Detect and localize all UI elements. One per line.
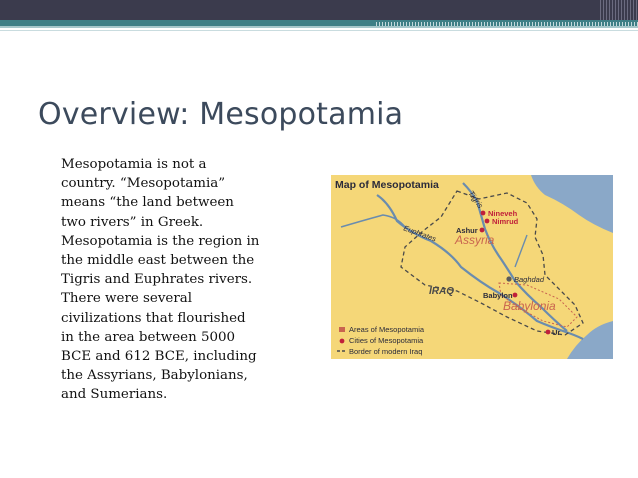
thin-stripe bbox=[0, 26, 638, 28]
ur-marker bbox=[546, 330, 551, 335]
legend-area-swatch bbox=[339, 327, 345, 332]
iraq-label: IRAQ bbox=[429, 286, 454, 297]
body-line: means “the land between bbox=[61, 195, 234, 211]
body-line: the Assyrians, Babylonians, bbox=[61, 368, 248, 384]
babylon-marker bbox=[513, 293, 518, 298]
body-line: two rivers” in Greek. bbox=[61, 214, 204, 230]
map-title: Map of Mesopotamia bbox=[335, 179, 439, 191]
baghdad-marker bbox=[506, 276, 511, 281]
body-line: Mesopotamia is the region in bbox=[61, 233, 260, 249]
body-line: BCE and 612 BCE, including bbox=[61, 348, 257, 364]
baghdad-label: Baghdad bbox=[514, 275, 545, 284]
body-line: civilizations that flourished bbox=[61, 310, 246, 326]
ashur-label: Ashur bbox=[456, 226, 478, 235]
top-banner bbox=[0, 0, 638, 20]
babylonia-label: Babylonia bbox=[503, 299, 556, 313]
nineveh-marker bbox=[481, 211, 486, 216]
mesopotamia-map bbox=[331, 175, 613, 359]
body-line: in the area between 5000 bbox=[61, 329, 236, 345]
slide-title: Overview: Mesopotamia bbox=[38, 97, 404, 132]
body-line: the middle east between the bbox=[61, 252, 255, 268]
stripe-texture bbox=[376, 22, 638, 42]
nimrud-marker bbox=[485, 219, 490, 224]
tigris-label: Tigris bbox=[466, 188, 485, 211]
body-line: and Sumerians. bbox=[61, 387, 168, 403]
body-line: country. “Mesopotamia” bbox=[61, 176, 226, 192]
ashur-marker bbox=[480, 228, 485, 233]
thin-stripe-2 bbox=[0, 30, 638, 31]
euphrates-label: Euphrates bbox=[402, 223, 438, 244]
ur-label: Ur bbox=[552, 328, 561, 337]
nineveh-label: Nineveh bbox=[488, 209, 518, 218]
assyria-label: Assyria bbox=[455, 233, 495, 247]
babylon-label: Babylon bbox=[483, 291, 513, 300]
legend-cities: Cities of Mesopotamia bbox=[349, 336, 424, 345]
legend-areas: Areas of Mesopotamia bbox=[349, 325, 425, 334]
body-line: There were several bbox=[61, 291, 192, 307]
body-line: Tigris and Euphrates rivers. bbox=[61, 272, 253, 288]
legend-border: Border of modern Iraq bbox=[349, 347, 423, 356]
nimrud-label: Nimrud bbox=[492, 217, 519, 226]
banner-texture bbox=[600, 0, 638, 20]
slide-body bbox=[61, 155, 276, 404]
legend-city-swatch bbox=[340, 339, 345, 344]
body-line: Mesopotamia is not a bbox=[61, 157, 207, 172]
